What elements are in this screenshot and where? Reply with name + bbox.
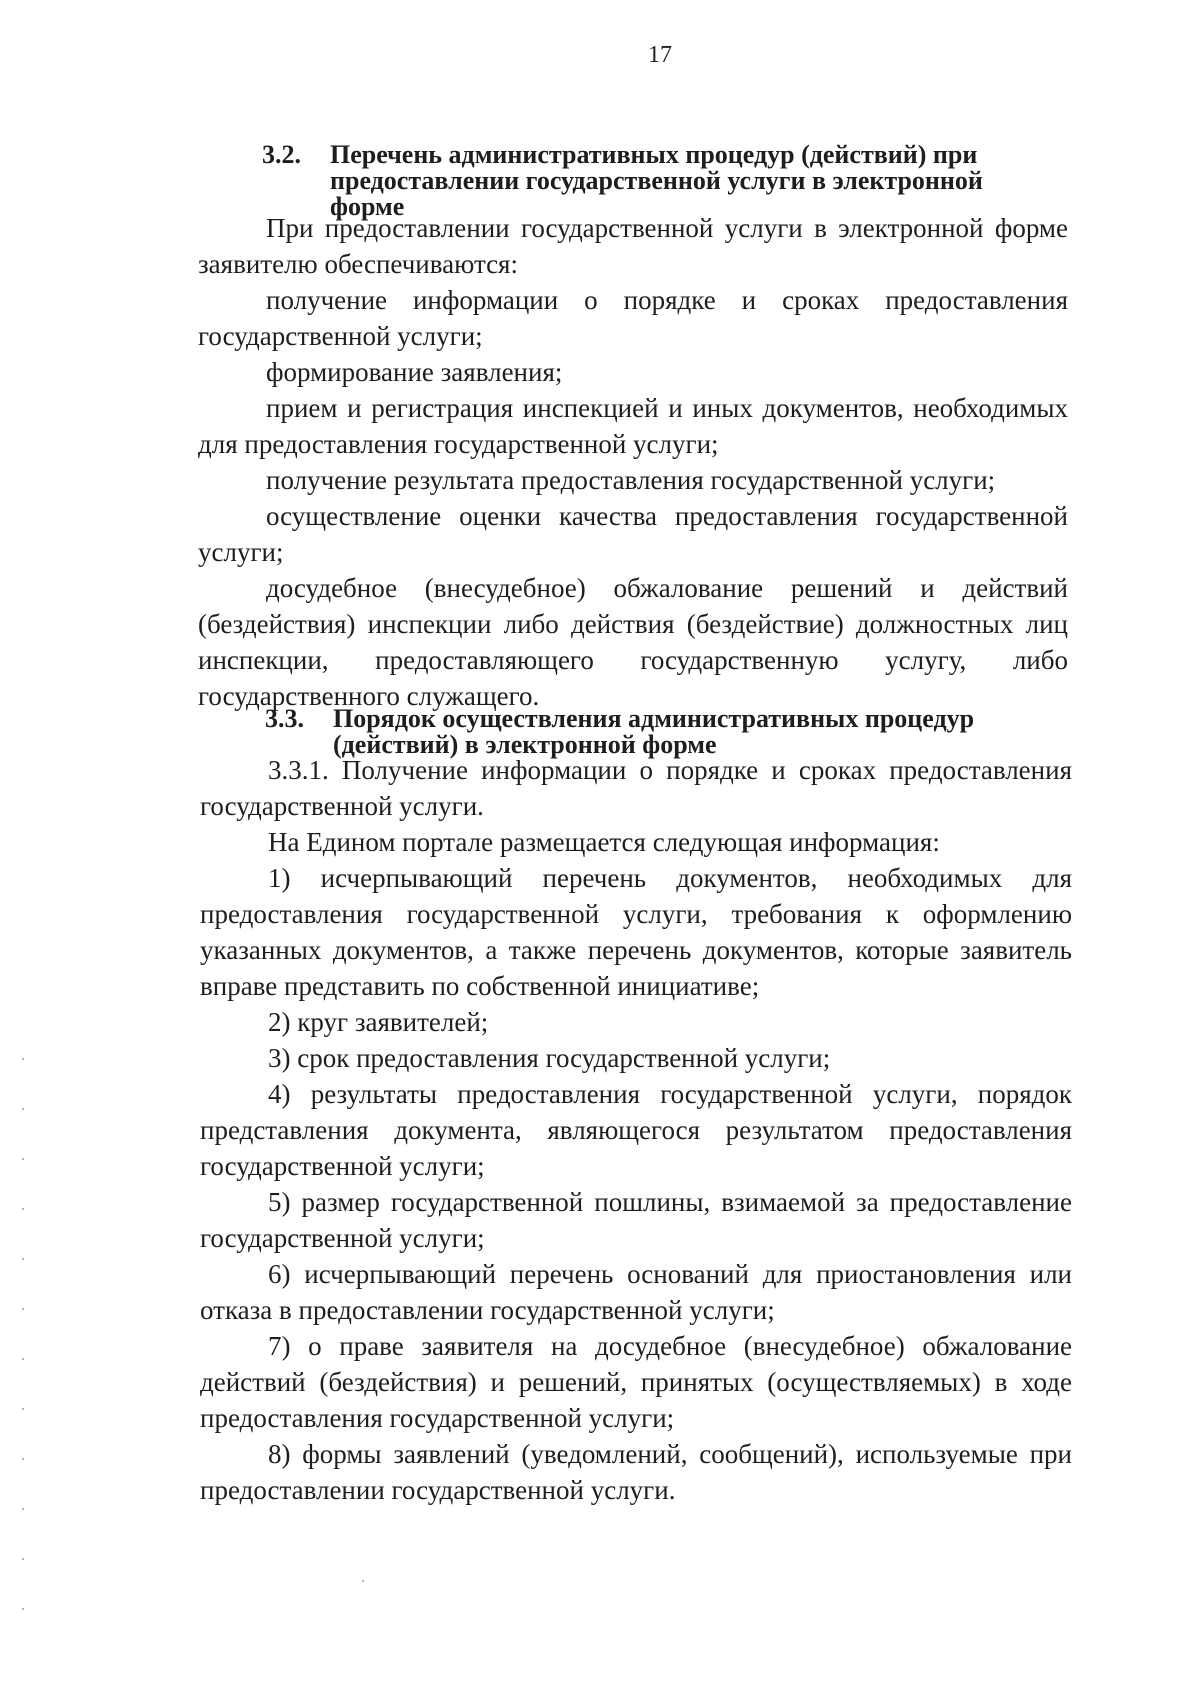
section-title: Перечень административных процедур (действий) при предоставлении государственной услуги в электронной форме (330, 140, 983, 221)
paragraph: При предоставлении государственной услуги в электронной форме заявителю обеспечиваются: (198, 213, 1068, 279)
section-title: Порядок осуществления административных процедур (действий) в электронной форме (333, 704, 975, 759)
section-body-3-3 (200, 752, 1072, 1508)
scan-artifact (22, 1558, 24, 1560)
list-item: 8) формы заявлений (уведомлений, сообщений), используемые при предоставлении государственной услуги. (200, 1439, 1072, 1505)
list-item: 1) исчерпывающий перечень документов, необходимых для предоставления государственной услуги, требования к оформлению указанных документов, а также перечень документов, которые заявитель вправе представить по собственной инициативе; (200, 863, 1072, 1001)
paragraph: прием и регистрация инспекцией и иных документов, необходимых для предоставления государственной услуги; (198, 393, 1068, 459)
scan-artifact (22, 1158, 24, 1160)
scan-artifact (22, 1358, 24, 1360)
page-number: 17 (648, 42, 672, 68)
list-item: 2) круг заявителей; (268, 1007, 489, 1037)
section-number: 3.2. (262, 140, 301, 169)
section-body-3-2 (198, 210, 1068, 714)
list-item: 6) исчерпывающий перечень оснований для приостановления или отказа в предоставлении государственной услуги; (200, 1259, 1072, 1325)
paragraph: осуществление оценки качества предоставления государственной услуги; (198, 501, 1068, 567)
scan-artifact (22, 1108, 24, 1110)
scan-artifact (22, 1508, 24, 1510)
paragraph: получение информации о порядке и сроках предоставления государственной услуги; (198, 285, 1068, 351)
paragraph: досудебное (внесудебное) обжалование решений и действий (бездействия) инспекции либо действия (бездействие) должностных лиц инспекции, предоставляющего государственную услугу, либо государственного служащего. (198, 573, 1068, 711)
scan-artifact (22, 1608, 24, 1610)
scan-artifact (22, 1408, 24, 1410)
scan-artifact (22, 1258, 24, 1260)
list-item: 7) о праве заявителя на досудебное (внесудебное) обжалование действий (бездействия) и решений, принятых (осуществляемых) в ходе предоставления государственной услуги; (200, 1331, 1072, 1433)
scan-artifact (362, 1580, 364, 1582)
list-item: 5) размер государственной пошлины, взимаемой за предоставление государственной услуги; (200, 1187, 1072, 1253)
list-item: 4) результаты предоставления государственной услуги, порядок представления документа, являющегося результатом предоставления государственной услуги; (200, 1079, 1072, 1181)
paragraph: получение результата предоставления государственной услуги; (266, 465, 996, 495)
paragraph: На Едином портале размещается следующая информация: (268, 827, 940, 857)
paragraph: формирование заявления; (266, 357, 563, 387)
paragraph: 3.3.1. Получение информации о порядке и сроках предоставления государственной услуги. (200, 755, 1072, 821)
scan-artifact (22, 1308, 24, 1310)
scan-artifact (22, 1458, 24, 1460)
section-number: 3.3. (265, 704, 304, 733)
scan-artifact (22, 1058, 24, 1060)
scan-artifact (22, 1208, 24, 1210)
list-item: 3) срок предоставления государственной услуги; (268, 1043, 831, 1073)
